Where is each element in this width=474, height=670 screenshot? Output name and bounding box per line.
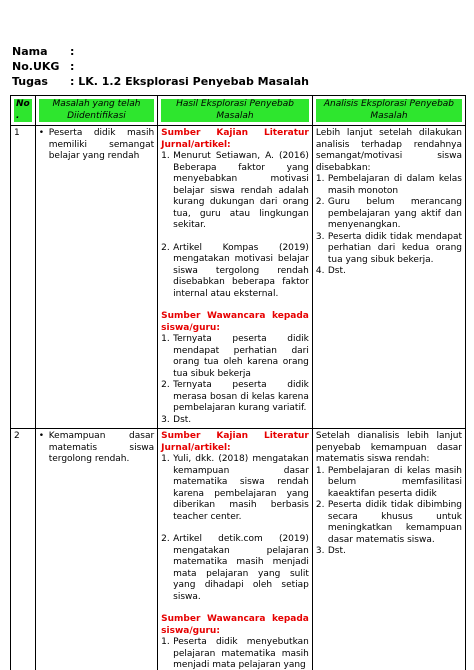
wawancara-item-text: Peserta didik menyebutkan pelajaran matematika masih menjadi mata pelajaran yang: [173, 637, 309, 670]
list-item: 2. Ternyata peserta didik merasa bosan di kelas karena pembelajaran kurang variatif.: [161, 380, 309, 413]
analisis-item-text: Pembelajaran di dalam kelas masih monoton: [327, 174, 462, 196]
list-item: 2. Artikel detik.com (2019) mengatakan pelajaran matematika masih menjadi mata pelajaran yang sulit yang dihadapi oleh setiap siswa.: [161, 534, 309, 602]
section-spacer: [161, 603, 309, 614]
analisis-intro: Setelah dianalisis lebih lanjut penyebab kemampuan dasar matematis siswa rendah:: [315, 431, 462, 464]
list-item: 2. Guru belum merancang pembelajaran yang aktif dan menyenangkan.: [315, 197, 462, 230]
list-item: 3. Dst.: [316, 546, 462, 558]
analisis-item-text: Peserta didik tidak dibimbing secara khusus untuk meningkatkan kemampuan dasar matematis siswa.: [327, 500, 462, 545]
header-hasil-label: Hasil Eksplorasi Penyebab Masalah: [161, 99, 309, 122]
list-item: 1. Menurut Setiawan, A. (2016) Beberapa faktor yang menyebabkan motivasi belajar siswa rendah adalah kurang dukungan dari orang tua, guru atau lingkungan sekitar.: [161, 151, 309, 230]
wawancara-list: [161, 334, 309, 426]
header-hasil: [158, 96, 313, 126]
literatur-list: [161, 454, 309, 603]
analisis-cell: [312, 126, 465, 429]
wawancara-heading: Sumber Wawancara kepada siswa/guru:: [161, 311, 309, 333]
wawancara-item-text: Ternyata peserta didik merasa bosan di kelas karena pembelajaran kurang variatif.: [173, 380, 309, 413]
nama-colon: :: [70, 45, 75, 58]
analisis-list: [316, 466, 462, 558]
literatur-heading: Sumber Kajian Literatur Jurnal/artikel:: [161, 128, 309, 150]
wawancara-list: [161, 637, 309, 670]
header-analisis: [312, 96, 465, 126]
header-no-label: No .: [16, 99, 30, 121]
header-analisis-label: Analisis Eksplorasi Penyebab Masalah: [316, 99, 462, 122]
nama-label: Nama: [12, 45, 48, 58]
masalah-cell: [35, 126, 157, 429]
list-item: 2. Artikel Kompas (2019) mengatakan motivasi belajar siswa tergolong rendah disebabkan beberapa faktor internal atau eksternal.: [161, 242, 309, 299]
bullet-icon: •: [38, 128, 45, 138]
header-masalah: [35, 96, 157, 126]
literatur-item-text: Menurut Setiawan, A. (2016) Beberapa faktor yang menyebabkan motivasi belajar siswa rendah adalah kurang dukungan dari orang tua, guru atau lingkungan sekitar.: [173, 151, 309, 230]
masalah-bullet: [39, 431, 154, 466]
analisis-list: [316, 174, 462, 278]
literatur-item-text: Yuli, dkk. (2018) mengatakan kemampuan dasar matematika siswa rendah karena pembelajaran yang diberikan masih berbasis teacher center.: [173, 454, 309, 522]
wawancara-heading: Sumber Wawancara kepada siswa/guru:: [161, 614, 309, 636]
analisis-item-text: Guru belum merancang pembelajaran yang aktif dan menyenangkan.: [327, 197, 462, 230]
analisis-item-text: Dst.: [327, 546, 346, 556]
list-item: 1. Peserta didik menyebutkan pelajaran matematika masih menjadi mata pelajaran yang: [161, 637, 309, 670]
literatur-list: [161, 151, 309, 300]
list-item: 1. Yuli, dkk. (2018) mengatakan kemampuan dasar matematika siswa rendah karena pembelajaran yang diberikan masih berbasis teacher center.: [161, 454, 309, 522]
tugas-row: [12, 74, 309, 89]
table-header-row: [11, 96, 466, 126]
hasil-cell: [158, 429, 313, 670]
list-item: 1. Ternyata peserta didik mendapat perhatian dari orang tua oleh karena orang tua sibuk bekerja: [161, 334, 309, 379]
nama-row: [12, 44, 309, 59]
literatur-item-text: Artikel detik.com (2019) mengatakan pelajaran matematika masih menjadi mata pelajaran yang sulit yang dihadapi oleh setiap siswa.: [173, 534, 309, 602]
noukg-row: [12, 59, 309, 74]
noukg-label: No.UKG: [12, 60, 60, 73]
table-row: [11, 429, 466, 670]
masalah-text: Peserta didik masih memiliki semangat belajar yang rendah: [48, 128, 155, 161]
list-item: 2. Peserta didik tidak dibimbing secara khusus untuk meningkatkan kemampuan dasar matematis siswa.: [315, 500, 462, 545]
masalah-text: Kemampuan dasar matematis siswa tergolong rendah.: [48, 431, 155, 464]
analisis-cell: [312, 429, 465, 670]
literatur-item-text: Artikel Kompas (2019) mengatakan motivasi belajar siswa tergolong rendah disebabkan beberapa faktor internal atau eksternal.: [173, 242, 309, 299]
wawancara-item-text: Ternyata peserta didik mendapat perhatian dari orang tua oleh karena orang tua sibuk bekerja: [173, 334, 309, 379]
row-number: 2: [11, 429, 36, 670]
list-item: 1. Pembelajaran di dalam kelas masih monoton: [315, 174, 462, 196]
tugas-value: : LK. 1.2 Eksplorasi Penyebab Masalah: [70, 75, 310, 88]
noukg-colon: :: [70, 60, 75, 73]
list-spacer: [161, 523, 309, 534]
document-header: [12, 44, 309, 89]
list-item: 3. Dst.: [161, 415, 309, 427]
wawancara-item-text: Dst.: [173, 414, 192, 425]
eksplorasi-table: [10, 95, 466, 670]
table-row: [11, 126, 466, 429]
tugas-label: Tugas: [12, 75, 48, 88]
masalah-bullet: [39, 128, 154, 163]
analisis-item-text: Peserta didik tidak mendapat perhatian dari kedua orang tua yang sibuk bekerja.: [327, 231, 462, 265]
bullet-icon: •: [38, 431, 45, 441]
analisis-item-text: Dst.: [327, 266, 346, 276]
header-masalah-label: Masalah yang telah Diidentifikasi: [39, 99, 154, 122]
analisis-item-text: Pembelajaran di kelas masih belum memfasilitasi kaeaktifan peserta didik: [327, 465, 462, 499]
section-spacer: [161, 300, 309, 311]
list-item: 1. Pembelajaran di kelas masih belum memfasilitasi kaeaktifan peserta didik: [315, 465, 462, 499]
list-spacer: [161, 232, 309, 243]
list-item: 4. Dst.: [316, 266, 462, 278]
list-item: 3. Peserta didik tidak mendapat perhatian dari kedua orang tua yang sibuk bekerja.: [315, 231, 462, 265]
analisis-intro: Lebih lanjut setelah dilakukan analisis terhadap rendahnya semangat/motivasi siswa disebabkan:: [315, 128, 462, 173]
hasil-cell: [158, 126, 313, 429]
literatur-heading: Sumber Kajian Literatur Jurnal/artikel:: [161, 431, 309, 453]
header-no: [11, 96, 36, 126]
masalah-cell: [35, 429, 157, 670]
row-number: 1: [11, 126, 36, 429]
